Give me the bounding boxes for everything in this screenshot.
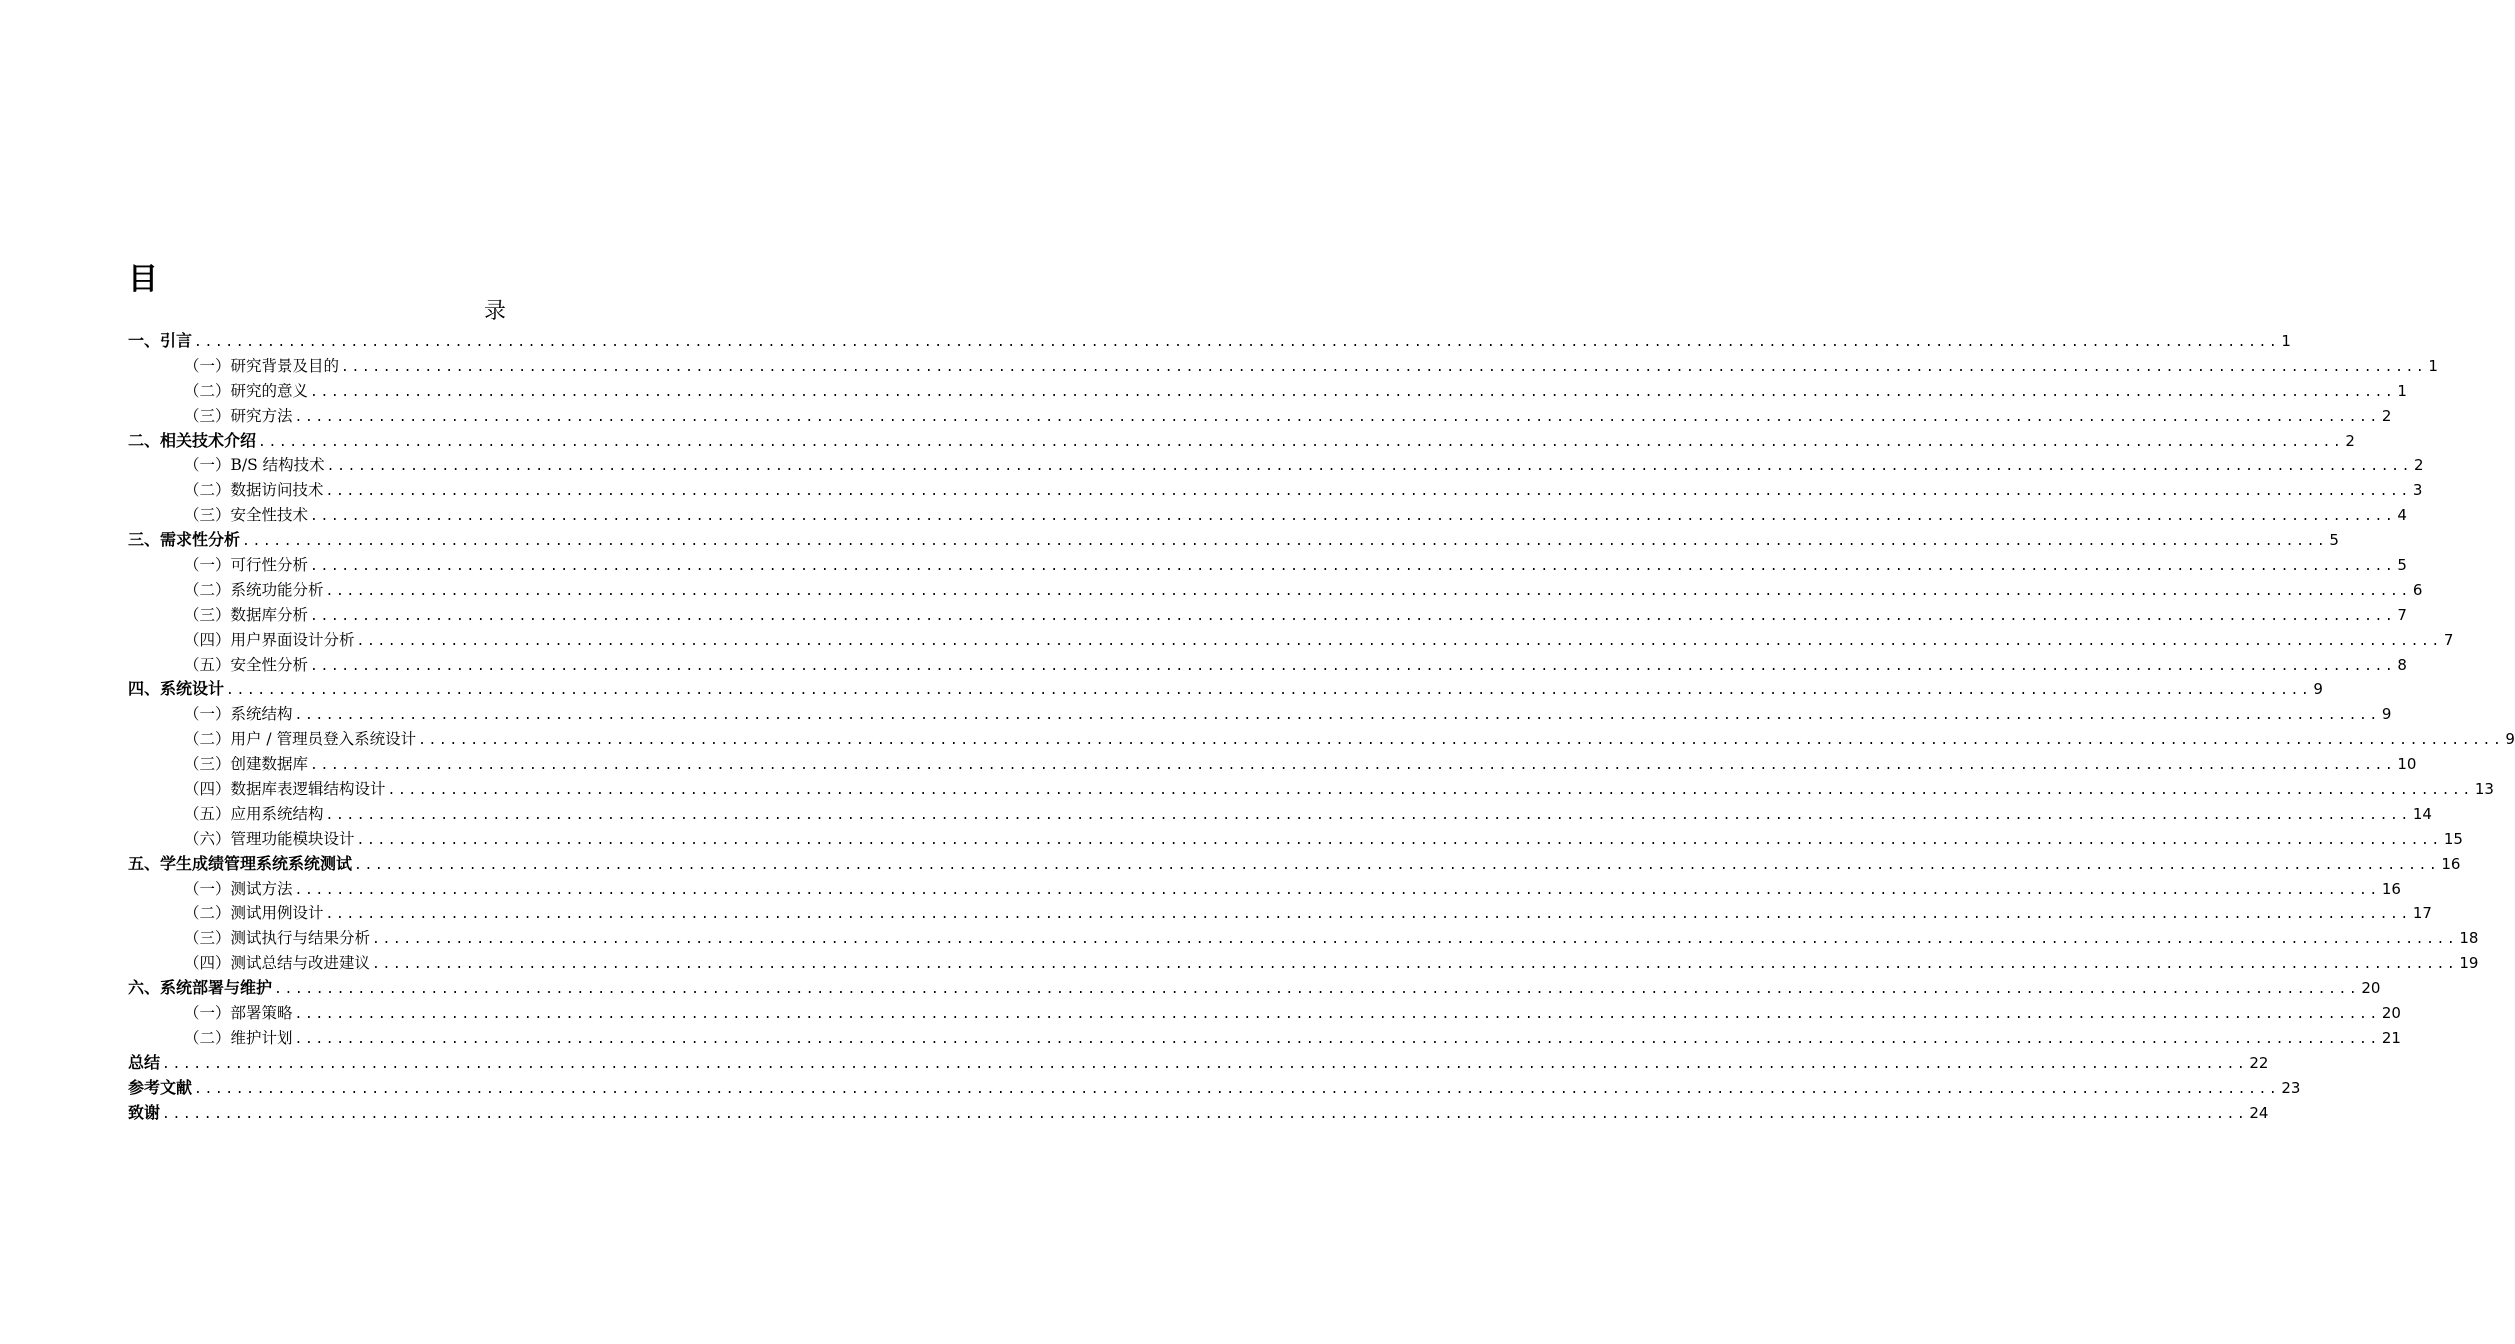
toc-entry-label: 致谢 — [128, 1102, 161, 1122]
toc-dot-leader: ........................................................................................................................................................................................................ — [294, 409, 2380, 425]
toc-title-char-mu: 目 — [128, 262, 158, 297]
toc-entry-label: 总结 — [128, 1052, 161, 1072]
toc-entry-label: （二）数据访问技术 — [184, 481, 324, 500]
toc-page-number: 16 — [2441, 854, 2461, 873]
toc-page-number: 9 — [2313, 680, 2323, 699]
toc-dot-leader: ........................................................................................................................................................................................................ — [387, 783, 2473, 799]
toc-dot-leader: ........................................................................................................................................................................................................ — [242, 534, 2328, 550]
toc-chapter-entry[interactable] — [128, 329, 2291, 354]
toc-entry-label: （一）系统结构 — [184, 705, 293, 724]
toc-dot-leader: ........................................................................................................................................................................................................ — [372, 957, 2458, 973]
toc-page-number: 19 — [2459, 954, 2479, 973]
toc-dot-leader: ........................................................................................................................................................................................................ — [294, 1031, 2380, 1047]
toc-dot-leader: ........................................................................................................................................................................................................ — [294, 1007, 2380, 1023]
toc-entry-label: （三）安全性技术 — [184, 506, 309, 525]
toc-chapter-entry[interactable] — [128, 1076, 2301, 1101]
toc-page-number: 9 — [2381, 705, 2392, 724]
toc-dot-leader: ........................................................................................................................................................................................................ — [194, 335, 2280, 350]
toc-page-number: 18 — [2459, 929, 2479, 948]
toc-section-entry[interactable] — [128, 901, 2432, 926]
toc-chapter-entry[interactable] — [128, 976, 2381, 1001]
toc-section-entry[interactable] — [128, 653, 2407, 678]
toc-section-entry[interactable] — [128, 553, 2407, 578]
toc-section-entry[interactable] — [128, 578, 2423, 603]
toc-section-entry[interactable] — [128, 453, 2424, 478]
toc-dot-leader: ........................................................................................................................................................................................................ — [310, 758, 2396, 774]
toc-page-number: 4 — [2397, 506, 2407, 525]
toc-page-number: 2 — [2381, 406, 2392, 425]
toc-page-number: 17 — [2412, 904, 2432, 923]
toc-entry-label: （五）安全性分析 — [184, 655, 309, 674]
toc-section-entry[interactable] — [128, 478, 2423, 503]
toc-page-number: 20 — [2381, 1004, 2401, 1023]
toc-dot-leader: ........................................................................................................................................................................................................ — [326, 459, 2413, 475]
toc-chapter-entry[interactable] — [128, 677, 2323, 702]
toc-chapter-entry[interactable] — [128, 1101, 2269, 1126]
toc-dot-leader: ........................................................................................................................................................................................................ — [310, 608, 2396, 624]
toc-page-number: 1 — [2428, 356, 2438, 375]
toc-page-number: 1 — [2281, 332, 2291, 350]
toc-entry-label: （三）创建数据库 — [184, 755, 309, 774]
toc-dot-leader: ........................................................................................................................................................................................................ — [258, 434, 2344, 450]
toc-page-number: 13 — [2474, 780, 2494, 799]
toc-page-number: 6 — [2412, 580, 2423, 599]
toc-page-number: 14 — [2412, 804, 2432, 823]
toc-section-entry[interactable] — [128, 404, 2392, 429]
toc-chapter-entry[interactable] — [128, 852, 2461, 877]
toc-section-entry[interactable] — [128, 628, 2454, 653]
toc-entry-label: （五）应用系统结构 — [184, 804, 324, 823]
toc-dot-leader: ........................................................................................................................................................................................................ — [325, 484, 2411, 500]
toc-page-number: 8 — [2397, 655, 2407, 674]
toc-entry-label: （三）测试执行与结果分析 — [184, 929, 371, 948]
toc-page-number: 9 — [2505, 730, 2515, 749]
toc-section-entry[interactable] — [128, 802, 2432, 827]
toc-dot-leader: ........................................................................................................................................................................................................ — [354, 857, 2440, 873]
toc-page-number: 22 — [2249, 1053, 2269, 1072]
toc-dot-leader: ........................................................................................................................................................................................................ — [310, 384, 2396, 400]
toc-dot-leader: ........................................................................................................................................................................................................ — [274, 982, 2360, 998]
toc-entry-label: 六、系统部署与维护 — [128, 978, 273, 998]
toc-entry-label: 二、相关技术介绍 — [128, 430, 257, 450]
toc-section-entry[interactable] — [128, 1026, 2401, 1051]
toc-entry-label: 参考文献 — [128, 1077, 193, 1097]
toc-section-entry[interactable] — [128, 1001, 2401, 1026]
toc-page-number: 24 — [2249, 1103, 2269, 1122]
toc-section-entry[interactable] — [128, 354, 2438, 379]
toc-page-number: 5 — [2329, 531, 2339, 550]
toc-page-number: 7 — [2397, 605, 2407, 624]
toc-section-entry[interactable] — [128, 752, 2417, 777]
toc-dot-leader: ........................................................................................................................................................................................................ — [341, 359, 2427, 375]
toc-dot-leader: ........................................................................................................................................................................................................ — [325, 583, 2411, 599]
toc-entry-label: （二）用户 / 管理员登入系统设计 — [184, 730, 417, 749]
toc-chapter-entry[interactable] — [128, 1051, 2269, 1076]
toc-entry-label: 一、引言 — [128, 331, 193, 350]
toc-entry-label: （一）测试方法 — [184, 879, 293, 898]
toc-entry-label: （一）研究背景及目的 — [184, 356, 340, 375]
toc-dot-leader: ........................................................................................................................................................................................................ — [356, 633, 2442, 649]
toc-entry-label: 五、学生成绩管理系统系统测试 — [128, 853, 353, 873]
toc-chapter-entry[interactable] — [128, 429, 2355, 454]
toc-page-number: 1 — [2397, 381, 2407, 400]
toc-page-number: 10 — [2397, 755, 2417, 774]
toc-chapter-entry[interactable] — [128, 528, 2339, 553]
toc-section-entry[interactable] — [128, 951, 2479, 976]
toc-entry-label: （六）管理功能模块设计 — [184, 829, 355, 848]
toc-entry-label: （二）测试用例设计 — [184, 904, 324, 923]
toc-entry-label: （一）B/S 结构技术 — [184, 456, 325, 475]
toc-section-entry[interactable] — [128, 827, 2463, 852]
toc-entry-label: （一）部署策略 — [184, 1004, 293, 1023]
toc-entry-label: （三）研究方法 — [184, 406, 293, 425]
toc-page-number: 16 — [2381, 879, 2401, 898]
toc-dot-leader: ........................................................................................................................................................................................................ — [310, 658, 2396, 674]
toc-entry-label: （二）维护计划 — [184, 1028, 293, 1047]
toc-dot-leader: ........................................................................................................................................................................................................ — [162, 1106, 2248, 1122]
toc-page-number: 2 — [2414, 456, 2424, 475]
toc-page-number: 2 — [2345, 431, 2355, 450]
toc-section-entry[interactable] — [128, 603, 2407, 628]
toc-page-number: 20 — [2361, 979, 2381, 998]
toc-entry-label: （一）可行性分析 — [184, 556, 309, 575]
toc-section-entry[interactable] — [128, 777, 2494, 802]
toc-entry-label: （四）测试总结与改进建议 — [184, 954, 371, 973]
toc-section-entry[interactable] — [128, 727, 2515, 752]
toc-page-number: 5 — [2397, 556, 2407, 575]
toc-dot-leader: ........................................................................................................................................................................................................ — [310, 509, 2396, 525]
toc-dot-leader: ........................................................................................................................................................................................................ — [356, 832, 2442, 848]
toc-entry-label: 三、需求性分析 — [128, 530, 241, 550]
toc-title-char-lu: 录 — [483, 299, 506, 324]
toc-page-number: 23 — [2281, 1078, 2301, 1097]
toc-section-entry[interactable] — [128, 926, 2479, 951]
toc-entry-label: （四）数据库表逻辑结构设计 — [184, 780, 386, 799]
toc-dot-leader: ........................................................................................................................................................................................................ — [226, 683, 2312, 699]
toc-entry-label: （三）数据库分析 — [184, 605, 309, 624]
toc-dot-leader: ........................................................................................................................................................................................................ — [372, 932, 2458, 948]
toc-entry-label: （二）系统功能分析 — [184, 580, 324, 599]
toc-dot-leader: ........................................................................................................................................................................................................ — [325, 907, 2411, 923]
toc-dot-leader: ........................................................................................................................................................................................................ — [162, 1056, 2248, 1072]
toc-dot-leader: ........................................................................................................................................................................................................ — [294, 708, 2380, 724]
toc-dot-leader: ........................................................................................................................................................................................................ — [310, 559, 2396, 575]
toc-section-entry[interactable] — [128, 877, 2401, 902]
toc-page-number: 7 — [2443, 630, 2454, 649]
toc-dot-leader: ........................................................................................................................................................................................................ — [294, 882, 2380, 898]
toc-page-number: 15 — [2443, 829, 2463, 848]
toc-entry-label: （四）用户界面设计分析 — [184, 630, 355, 649]
table-of-contents — [128, 329, 2515, 1126]
toc-dot-leader: ........................................................................................................................................................................................................ — [194, 1081, 2280, 1097]
toc-dot-leader: ........................................................................................................................................................................................................ — [418, 733, 2504, 749]
toc-page-number: 3 — [2412, 481, 2423, 500]
toc-page-number: 21 — [2381, 1028, 2401, 1047]
toc-entry-label: （二）研究的意义 — [184, 381, 309, 400]
toc-section-entry[interactable] — [128, 503, 2407, 528]
toc-section-entry[interactable] — [128, 379, 2407, 404]
toc-section-entry[interactable] — [128, 702, 2392, 727]
toc-entry-label: 四、系统设计 — [128, 679, 225, 699]
toc-dot-leader: ........................................................................................................................................................................................................ — [325, 807, 2411, 823]
